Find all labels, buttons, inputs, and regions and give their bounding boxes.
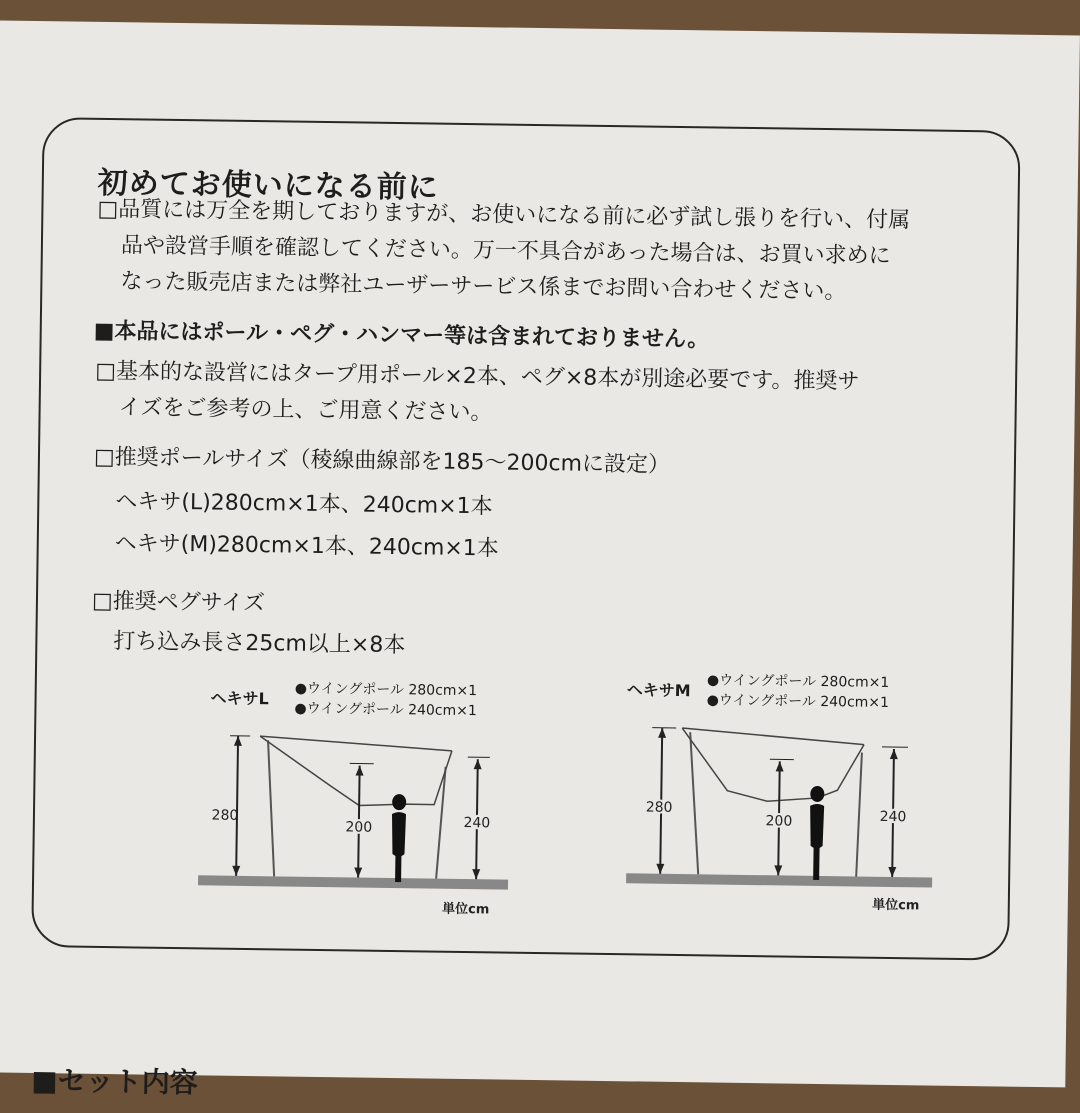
pole-size-heading: □推奨ポールサイズ（稜線曲線部を185～200cmに設定） xyxy=(94,440,671,484)
peg-size-line: 打ち込み長さ25cm以上×8本 xyxy=(113,624,405,664)
setup-paragraph xyxy=(94,354,859,437)
pole-size-l: ヘキサ(L)280cm×1本、240cm×1本 xyxy=(115,484,493,525)
tarp-outline xyxy=(259,736,452,807)
person-figure xyxy=(391,812,406,882)
bullet-item: ●ウイングポール 240cm×1 xyxy=(294,699,477,722)
diagram-l xyxy=(187,723,530,928)
person-head xyxy=(810,786,824,802)
ground xyxy=(626,873,932,887)
dim-right-label: 240 xyxy=(463,815,490,831)
set-contents-heading: ■セット内容 xyxy=(31,1059,198,1101)
dim-left-label: 280 xyxy=(646,800,673,816)
pole-right xyxy=(856,753,862,877)
dim-left-label: 280 xyxy=(211,807,238,823)
section-title: 初めてお使いになる前に xyxy=(98,158,440,207)
diagram-l-label: ヘキサL xyxy=(210,685,269,709)
person-figure xyxy=(809,804,824,880)
bullet-item: ●ウイングポール 280cm×1 xyxy=(707,670,890,693)
unit-label: 単位cm xyxy=(442,901,489,918)
pole-left xyxy=(266,740,276,876)
bullet-item: ●ウイングポール 280cm×1 xyxy=(295,679,478,702)
instruction-sheet xyxy=(0,20,1080,1087)
diagram-m-bullets xyxy=(706,670,889,713)
dimension-left xyxy=(236,736,238,876)
dim-mid-label: 200 xyxy=(765,813,792,829)
diagram-l-bullets xyxy=(294,679,477,722)
tarp-outline xyxy=(681,728,864,803)
pole-size-m: ヘキサ(M)280cm×1本、240cm×1本 xyxy=(115,526,500,567)
pole-left xyxy=(688,732,700,874)
not-included-notice: ■本品にはポール・ペグ・ハンマー等は含まれておりません。 xyxy=(94,314,710,354)
diagram-m xyxy=(618,719,951,924)
quality-paragraph xyxy=(96,192,910,311)
ground xyxy=(198,875,508,889)
text-line: 品や設営手順を確認してください。万一不具合があった場合は、お買い求めに xyxy=(97,228,910,275)
text-line: □基本的な設営にはタープ用ポール×2本、ペグ×8本が別途必要です。推奨サ xyxy=(95,354,860,401)
person-head xyxy=(392,794,406,810)
bullet-item: ●ウイングポール 240cm×1 xyxy=(706,690,889,713)
unit-label: 単位cm xyxy=(872,897,919,914)
text-line: □品質には万全を期しておりますが、お使いになる前に必ず試し張りを行い、付属 xyxy=(97,192,910,239)
text-line: イズをご参考の上、ご用意ください。 xyxy=(94,390,859,437)
peg-size-heading: □推奨ペグサイズ xyxy=(92,584,266,622)
diagram-m-label: ヘキサM xyxy=(627,677,691,701)
dim-right-label: 240 xyxy=(880,809,907,825)
dim-mid-label: 200 xyxy=(345,819,372,835)
text-line: なった販売店または弊社ユーザーサービス係までお問い合わせください。 xyxy=(96,264,909,311)
